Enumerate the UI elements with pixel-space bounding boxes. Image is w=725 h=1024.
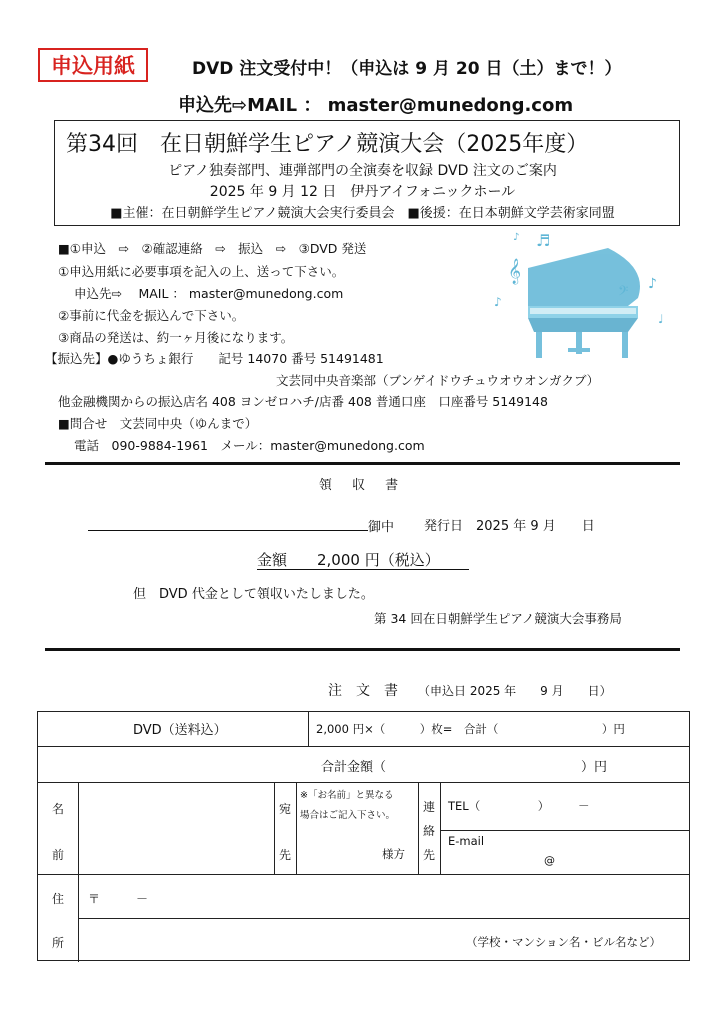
contact-label-3: 先	[423, 848, 436, 862]
addressee-note-2: 場合はご記入下さい。	[300, 810, 396, 821]
addressee-note-1: ※「お名前」と異なる	[300, 790, 394, 801]
addressee-suffix: 御中	[368, 520, 395, 535]
svg-text:𝄞: 𝄞	[508, 259, 522, 284]
total-amount[interactable]: 合計金額（ ）円	[321, 760, 608, 775]
email-label: E-mail	[448, 834, 485, 848]
svg-text:♪: ♪	[494, 295, 502, 309]
name-label-bottom: 前	[52, 848, 65, 862]
addressee-line	[88, 530, 368, 531]
tel-field[interactable]: TEL（ ） －	[448, 799, 590, 813]
main-title: 第34回 在日朝鮮学生ピアノ競演大会（2025年度）	[66, 132, 589, 157]
step-1: ①申込用紙に必要事項を記入の上、送って下さい。	[58, 264, 345, 279]
divider-bottom	[45, 648, 680, 651]
contact-label-1: 連	[423, 800, 436, 814]
order-apply-date: （申込日 2025 年 9 月 日）	[418, 684, 612, 698]
receipt-title: 領 収 書	[318, 478, 407, 493]
amount-underline	[257, 569, 469, 570]
receipt-note: 但 DVD 代金として領収いたしました。	[133, 587, 374, 602]
svg-text:♩: ♩	[658, 312, 664, 326]
email-at: @	[544, 854, 555, 867]
form-label-badge: 申込用紙	[38, 48, 148, 82]
divider-top	[45, 462, 680, 465]
step-1-mail: 申込先⇨ MAIL ： master@munedong.com	[74, 286, 344, 301]
organizers: ■主催：在日朝鮮学生ピアノ競演大会実行委員会 ■後援：在日本朝鮮文学芸術家同盟	[110, 206, 615, 221]
step-2: ②事前に代金を振込んで下さい。	[58, 308, 245, 323]
subtitle: ピアノ独奏部門、連弾部門の全演奏を収録 DVD 注文のご案内	[168, 163, 557, 179]
contact-label-2: 絡	[423, 824, 436, 838]
step-3: ③商品の発送は、約一ヶ月後になります。	[58, 330, 294, 345]
receipt-amount: 金額 2,000 円（税込）	[257, 551, 440, 569]
addressee-label-top: 宛	[279, 802, 292, 816]
grand-piano-icon	[488, 228, 678, 368]
name-field[interactable]	[80, 784, 272, 872]
svg-text:♪: ♪	[513, 232, 520, 243]
account-name: 文芸同中央音楽部（ブンゲイドウチュウオウオンガクブ）	[276, 373, 600, 388]
date-venue: 2025 年 9 月 12 日 伊丹アイフォニックホール	[209, 184, 516, 200]
svg-text:♪: ♪	[648, 276, 657, 292]
address-label-bottom: 所	[52, 936, 65, 950]
issue-date: 発行日 2025 年 9 月 日	[424, 519, 595, 534]
other-banks: 他金融機関からの振込店名 408 ヨンゼロハチ/店番 408 普通口座 口座番号 5149148	[58, 394, 548, 409]
product-label: DVD（送料込）	[133, 723, 227, 738]
steps-flow: ■①申込 ⇨ ②確認連絡 ⇨ 振込 ⇨ ③DVD 発送	[58, 241, 367, 256]
mail-destination: 申込先⇨MAIL ： master@munedong.com	[178, 95, 574, 116]
receipt-issuer: 第 34 回在日朝鮮学生ピアノ競演大会事務局	[374, 611, 622, 626]
addressee-label-bottom: 先	[279, 848, 292, 862]
price-row[interactable]: 2,000 円×（ ）枚= 合計（ ）円	[316, 722, 625, 736]
headline: DVD 注文受付中！（申込は 9 月 20 日（土）まで！）	[192, 59, 622, 79]
contact-heading: ■問合せ 文芸同中央（ゆんまで）	[58, 416, 258, 431]
bank-line: 【振込先】●ゆうちょ銀行 記号 14070 番号 51491481	[45, 351, 384, 366]
sama-kata: 様方	[382, 847, 405, 861]
postal-code-field[interactable]: 〒 －	[88, 892, 149, 906]
contact-detail: 電話 090-9884-1961 メール：master@munedong.com	[74, 438, 425, 453]
address-note: （学校・マンション名・ビル名など）	[466, 935, 661, 949]
order-table	[37, 711, 690, 961]
svg-text:♬: ♬	[536, 231, 551, 250]
svg-text:𝄢: 𝄢	[618, 283, 629, 302]
name-label-top: 名	[52, 802, 65, 816]
address-label-top: 住	[52, 892, 65, 906]
order-title: 注 文 書	[328, 683, 398, 699]
